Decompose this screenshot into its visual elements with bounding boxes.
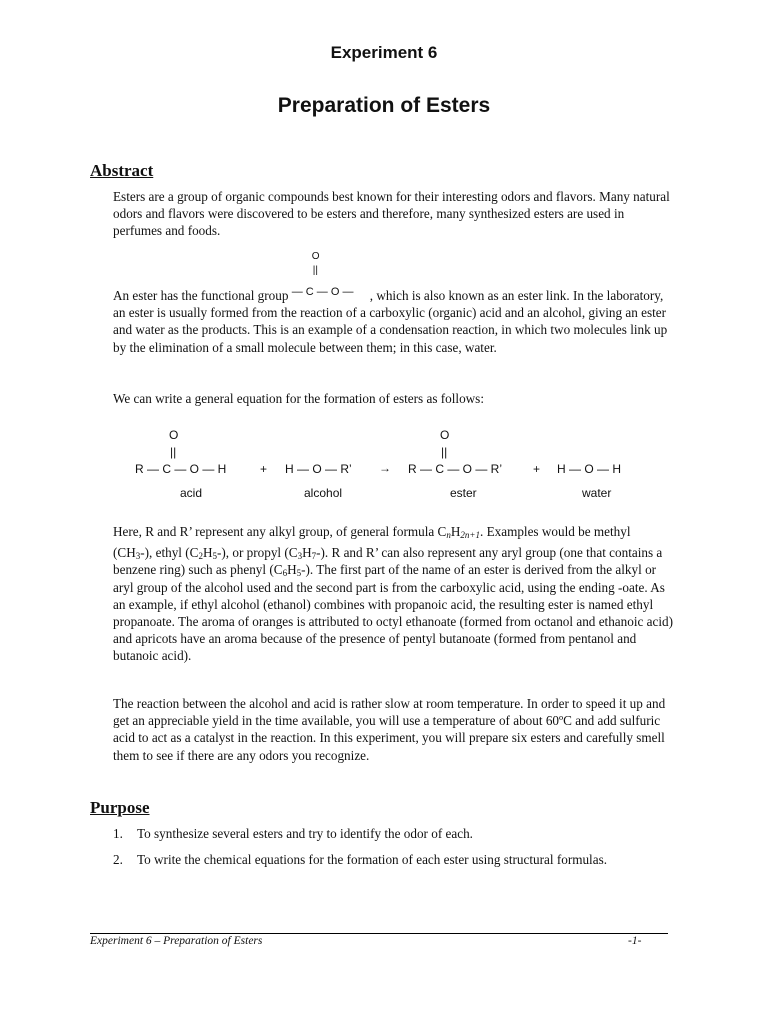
abstract-paragraph-4 <box>113 523 673 665</box>
label-ester: ester <box>450 486 477 500</box>
p4-sub: n <box>446 530 451 540</box>
alcohol-formula: H — O — R’ <box>285 462 352 476</box>
paragraph-2-lead: An ester has the functional group <box>113 288 289 303</box>
footer-title: Experiment 6 – Preparation of Esters <box>90 935 263 947</box>
p4-text: Here, R and R’ represent any alkyl group, of general formula C <box>113 524 447 539</box>
plus-sign-1: + <box>260 462 268 476</box>
page-number: -1- <box>628 935 642 947</box>
p4-sub: 5 <box>296 568 302 579</box>
purpose-list <box>113 826 713 878</box>
fg-chain: — C — O — <box>291 286 354 298</box>
acid-double-bond: || <box>170 445 177 459</box>
p4-text: H <box>202 545 213 561</box>
page-title: Preparation of Esters <box>277 94 491 117</box>
p4-sub: 7 <box>311 551 317 562</box>
list-text: To synthesize several esters and try to identify the odor of each. <box>137 826 473 841</box>
reaction-arrow: → <box>379 461 391 475</box>
list-number: 2. <box>113 852 123 867</box>
fg-double-bond: || <box>312 265 318 276</box>
p4-text: -). R and R’ can also represent any aryl group (one that contains a benzene ring) such as phenyl (C <box>113 545 663 578</box>
p4-text: H <box>302 545 312 561</box>
purpose-heading: Purpose <box>90 798 150 817</box>
abstract-paragraph-2 <box>113 251 673 356</box>
p4-sub: 3 <box>297 551 303 562</box>
p4-text: H <box>450 524 461 539</box>
ester-oxygen: O <box>440 428 450 442</box>
p4-sub: 2 <box>198 551 203 562</box>
general-ester-equation <box>130 425 650 505</box>
p4-text: . Examples would be methyl (CH <box>113 524 631 561</box>
water-formula: H — O — H <box>557 462 622 476</box>
experiment-number: Experiment 6 <box>330 43 438 62</box>
label-acid: acid <box>180 486 203 500</box>
abstract-paragraph-5: The reaction between the alcohol and acid is rather slow at room temperature. In order to speed it up and get an appreciable yield in the time available, you will use a temperature of about 60ºC and add sulfuric acid to act as a catalyst in the reaction. In this experiment, you will prepare six esters and carefully smell them to see if there are any odors you recognize. <box>113 696 666 763</box>
list-text: To write the chemical equations for the formation of each ester using structural formulas. <box>137 852 608 867</box>
footer-divider <box>90 933 668 934</box>
ester-functional-group <box>291 251 370 300</box>
label-alcohol: alcohol <box>304 486 343 500</box>
p4-text: -), or propyl (C <box>216 545 298 561</box>
acid-oxygen: O <box>169 428 179 442</box>
ester-formula: R — C — O — R’ <box>408 462 503 476</box>
list-item <box>113 852 713 878</box>
acid-formula: R — C — O — H <box>135 462 227 476</box>
label-water: water <box>582 486 612 500</box>
p4-text: H <box>287 562 297 578</box>
list-number: 1. <box>113 826 123 841</box>
list-item <box>113 826 713 852</box>
p4-sub: 6 <box>282 568 288 579</box>
abstract-heading: Abstract <box>90 161 154 180</box>
p4-sub: 2n+1 <box>460 530 480 540</box>
plus-sign-2: + <box>533 462 541 476</box>
ester-double-bond: || <box>441 445 448 459</box>
p4-text: -). The first part of the name of an ester is derived from the alkyl or aryl group of the alcohol used and the second part is from the carboxylic acid, using the ending -oate. As an example, if ethyl alcohol (ethanol) combines with propanoic acid, the resulting ester is named ethyl propanoate. The aroma of oranges is attributed to octyl ethanoate (formed from octanol and ethanoic acid) and apricots have an aroma because of the presence of pentyl butanoate (formed from pentanol and butanoic acid). <box>113 562 674 664</box>
paragraph-2-rest: , which is also known as an ester link. In the laboratory, an ester is usually formed from the reaction of a carboxylic (organic) acid and an alcohol, giving an ester and water as the products. This is an example of a condensation reaction, in which two molecules link up by the elimination of a small molecule between them; in this case, water. <box>113 288 668 355</box>
abstract-paragraph-1: Esters are a group of organic compounds best known for their interesting odors and flavors. Many natural odors and flavors were discovered to be esters and therefore, many synthesized esters are used in perfumes and foods. <box>113 189 670 239</box>
p4-sub: 5 <box>212 551 217 562</box>
p4-text: -), ethyl (C <box>140 545 199 561</box>
p4-sub: 3 <box>135 551 141 562</box>
abstract-paragraph-3: We can write a general equation for the formation of esters as follows: <box>113 391 484 406</box>
fg-oxygen: O <box>311 251 320 262</box>
